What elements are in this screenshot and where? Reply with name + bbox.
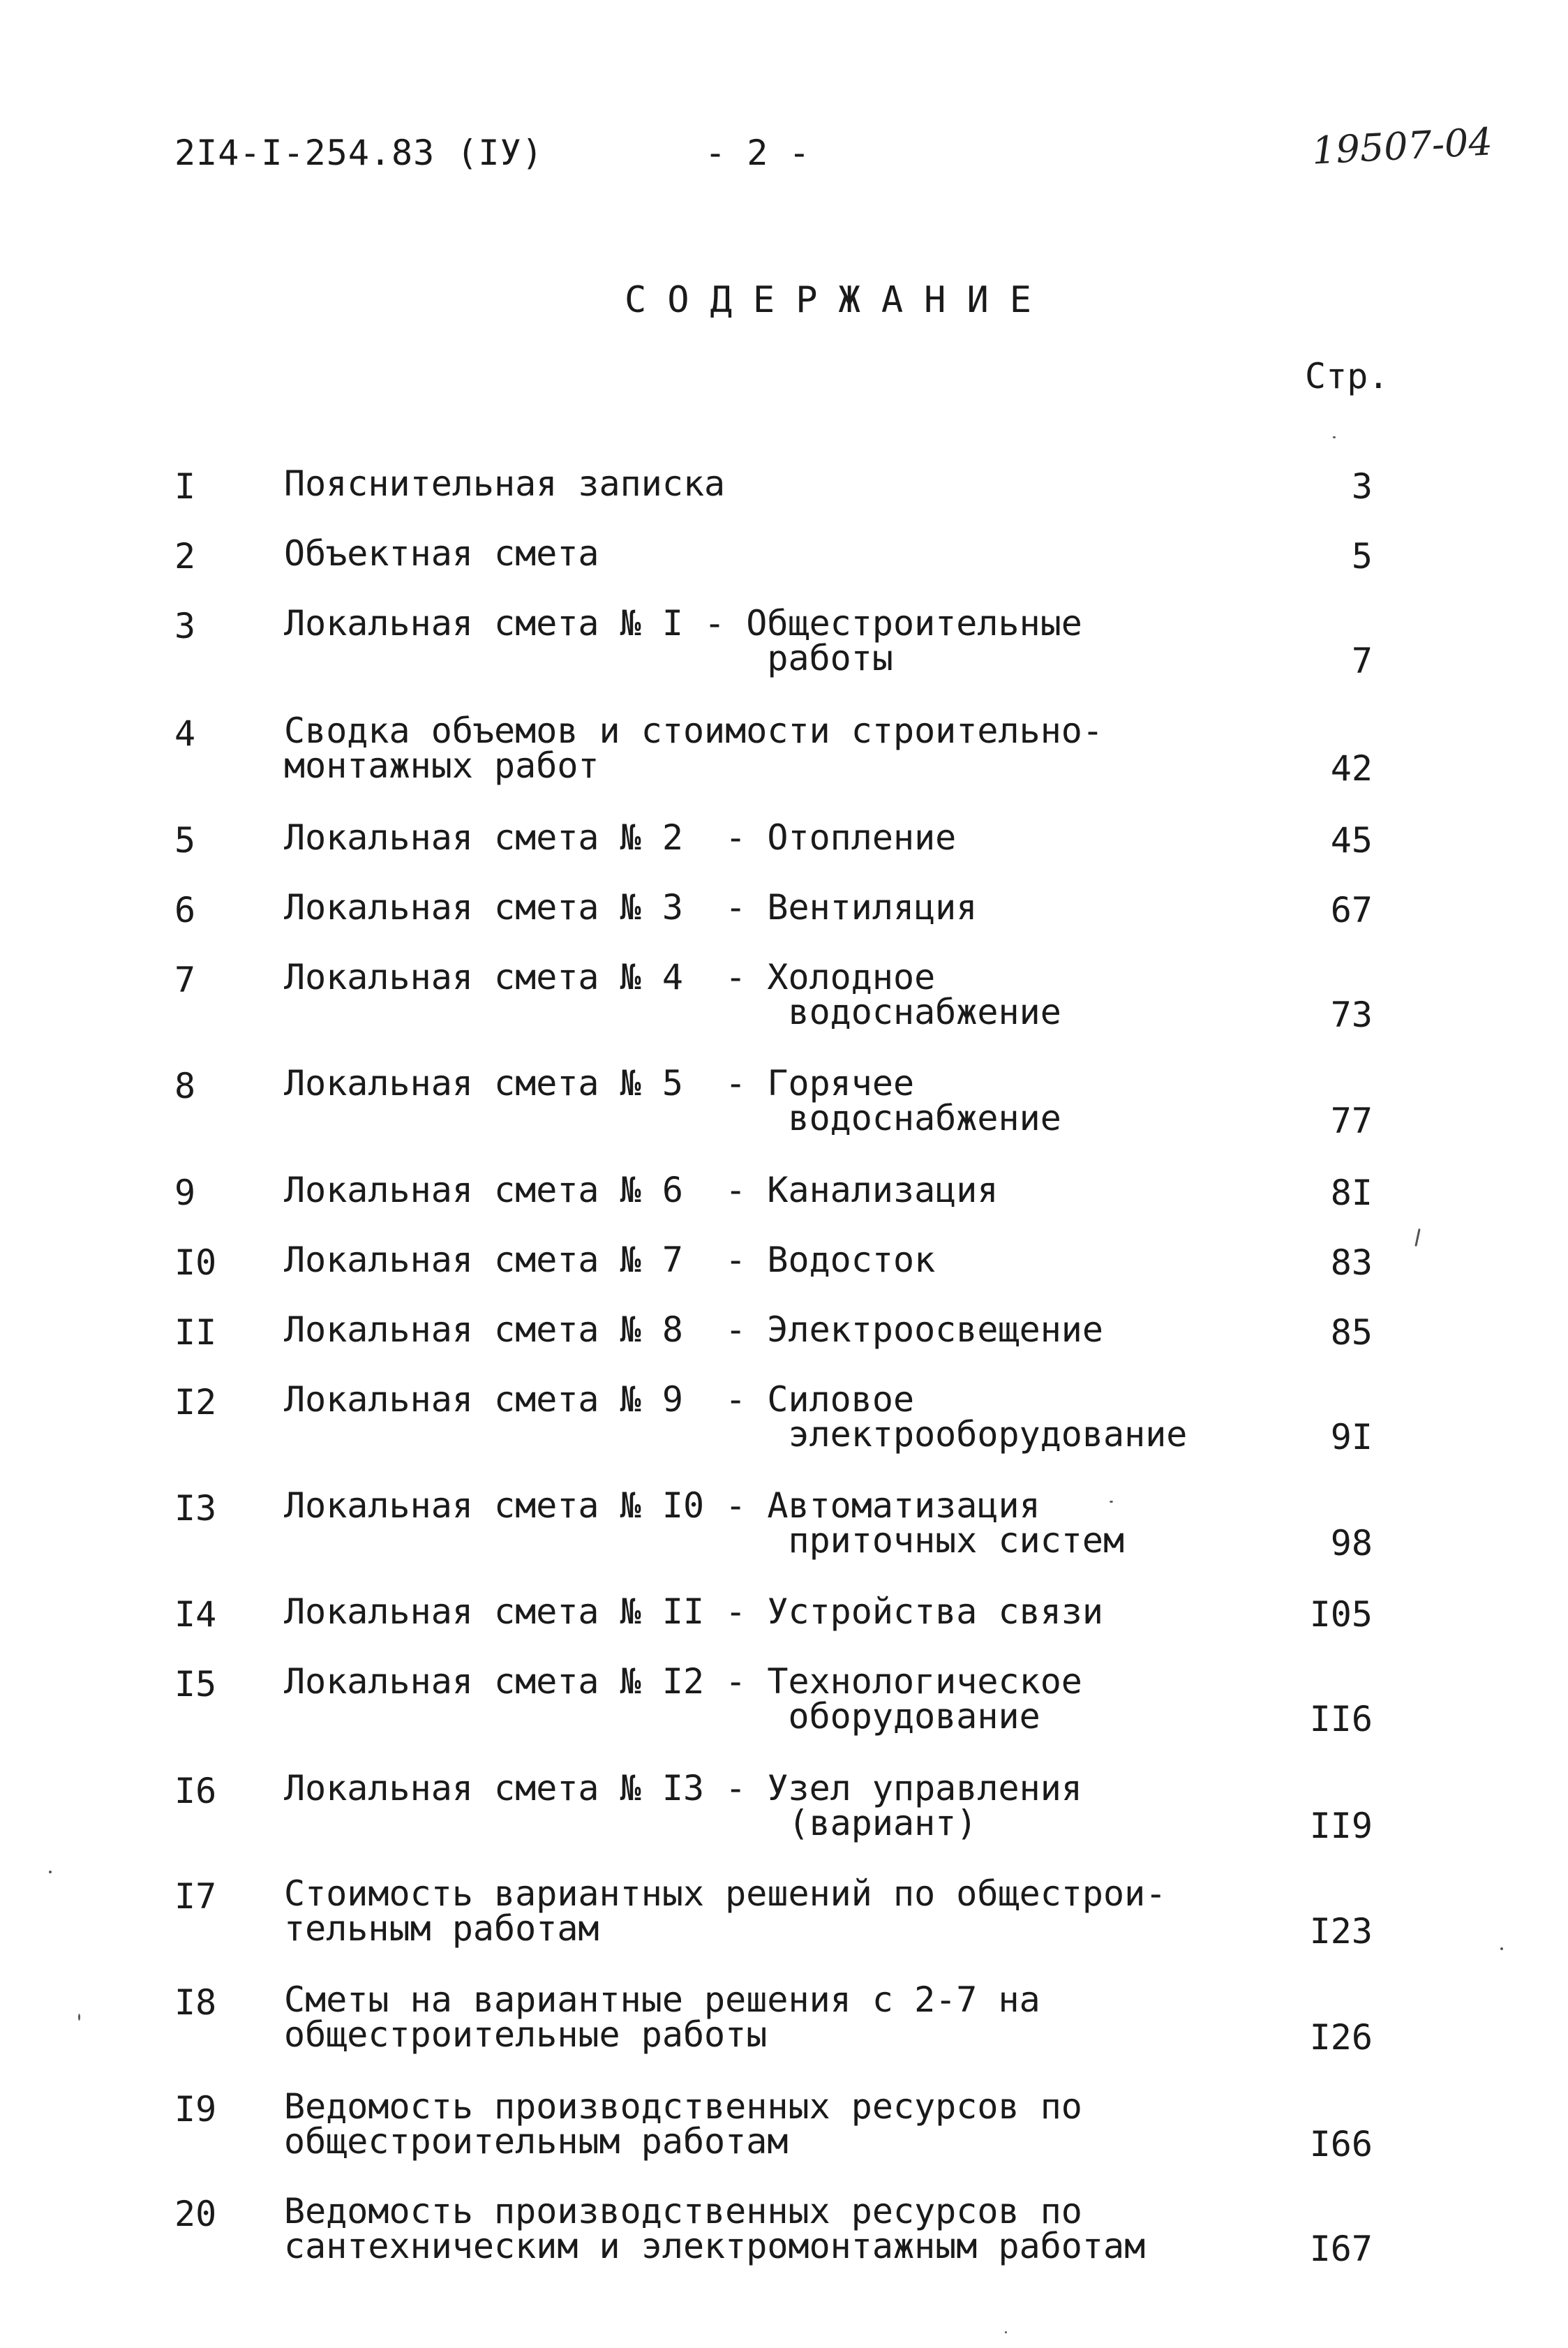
toc-entry-number: I: [174, 466, 196, 507]
toc-entry-number: 7: [174, 960, 196, 1000]
scan-speck: [1110, 1501, 1113, 1503]
toc-entry-number: I9: [174, 2089, 217, 2130]
toc-entry-title: Локальная смета № 6 - Канализация: [284, 1170, 999, 1210]
toc-entry-title: Локальная смета № 3 - Вентиляция: [284, 887, 978, 928]
toc-entry-page: 5: [1351, 536, 1373, 577]
scan-speck: [1500, 1947, 1503, 1950]
toc-entry-title: Локальная смета № 9 - Силовое электрооборудование: [284, 1379, 1188, 1455]
toc-entry-title: Локальная смета № 8 - Электроосвещение: [284, 1309, 1103, 1350]
toc-entry-title: Ведомость производственных ресурсов по сантехническим и электромонтажным работам: [284, 2191, 1146, 2266]
toc-entry-number: I5: [174, 1664, 217, 1704]
toc-entry-number: I4: [174, 1594, 217, 1635]
toc-entry-page: 73: [1330, 995, 1373, 1035]
toc-entry-title: Объектная смета: [284, 533, 599, 574]
toc-entry-page: 77: [1330, 1101, 1373, 1141]
toc-entry-number: 5: [174, 820, 196, 861]
toc-entry-page: 45: [1330, 820, 1373, 861]
toc-entry-page: I26: [1309, 2017, 1373, 2058]
toc-entry-page: II6: [1309, 1699, 1373, 1739]
toc-entry-page: 3: [1351, 466, 1373, 507]
toc-entry-title: Сводка объемов и стоимости строительно- монтажных работ: [284, 711, 1103, 786]
toc-entry-page: 67: [1330, 890, 1373, 930]
toc-entry-page: 8I: [1330, 1173, 1373, 1213]
page-number: - 2 -: [705, 133, 810, 173]
toc-entry-number: 3: [174, 606, 196, 646]
toc-entry-title: Локальная смета № 2 - Отопление: [284, 817, 957, 858]
toc-entry-page: 83: [1330, 1242, 1373, 1283]
toc-entry-number: I6: [174, 1771, 217, 1811]
toc-entry-number: I7: [174, 1876, 217, 1917]
toc-entry-page: II9: [1309, 1806, 1373, 1846]
toc-entry-title: Пояснительная записка: [284, 463, 726, 504]
toc-entry-title: Локальная смета № I3 - Узел управления (вариант): [284, 1768, 1082, 1843]
toc-entry-page: 98: [1330, 1523, 1373, 1563]
scan-speck: [1005, 2331, 1007, 2333]
toc-entry-number: 20: [174, 2194, 217, 2234]
toc-entry-number: 9: [174, 1173, 196, 1213]
toc-entry-page: 7: [1351, 641, 1373, 681]
toc-entry-number: I0: [174, 1242, 217, 1283]
toc-entry-page: I67: [1309, 2229, 1373, 2269]
toc-entry-title: Локальная смета № I - Общестроительные работы: [284, 603, 1082, 678]
toc-entry-page: I05: [1309, 1594, 1373, 1635]
scan-speck: [78, 2014, 80, 2021]
toc-entry-page: 9I: [1330, 1417, 1373, 1457]
toc-entry-title: Локальная смета № I2 - Технологическое оборудование: [284, 1661, 1082, 1737]
scan-speck: [49, 1871, 52, 1873]
toc-entry-title: Локальная смета № I0 - Автоматизация приточных систем: [284, 1485, 1125, 1561]
toc-entry-number: I2: [174, 1382, 217, 1422]
toc-entry-title: Локальная смета № 7 - Водосток: [284, 1240, 936, 1280]
page-title: СОДЕРЖАНИЕ: [625, 279, 1053, 321]
toc-entry-page: I66: [1309, 2124, 1373, 2164]
toc-entry-number: 2: [174, 536, 196, 577]
toc-entry-title: Стоимость вариантных решений по общестрои- тельным работам: [284, 1873, 1167, 1949]
toc-entry-title: Локальная смета № II - Устройства связи: [284, 1591, 1103, 1632]
document-code: 2I4-I-254.83 (IУ): [174, 133, 544, 173]
toc-entry-page: 85: [1330, 1312, 1373, 1353]
toc-entry-page: 42: [1330, 748, 1373, 789]
toc-entry-number: 8: [174, 1066, 196, 1106]
toc-entry-title: Локальная смета № 5 - Горячее водоснабжение: [284, 1063, 1061, 1138]
toc-entry-number: 6: [174, 890, 196, 930]
toc-entry-number: I3: [174, 1488, 217, 1529]
toc-entry-number: 4: [174, 713, 196, 754]
scan-speck: [1333, 436, 1336, 438]
toc-entry-number: II: [174, 1312, 217, 1353]
toc-entry-title: Ведомость производственных ресурсов по общестроительным работам: [284, 2086, 1082, 2162]
handwritten-number: 19507-04: [1311, 119, 1494, 173]
toc-entry-number: I8: [174, 1982, 217, 2023]
toc-entry-title: Сметы на вариантные решения с 2-7 на общестроительные работы: [284, 1979, 1040, 2055]
toc-entry-title: Локальная смета № 4 - Холодное водоснабжение: [284, 957, 1061, 1032]
toc-entry-page: I23: [1309, 1911, 1373, 1952]
page-column-label: Стр.: [1305, 356, 1389, 396]
